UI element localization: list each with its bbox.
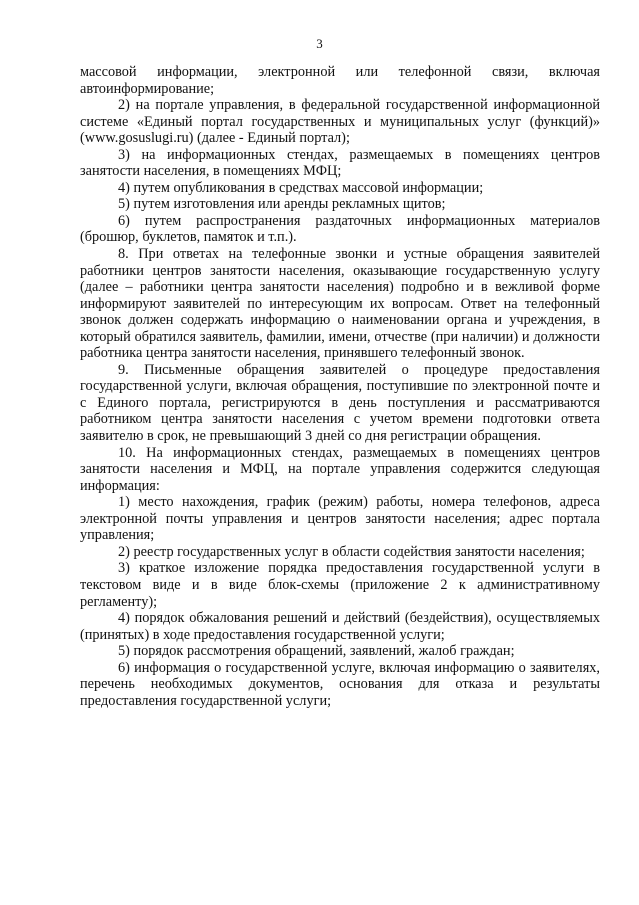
paragraph-list-item-4: 4) порядок обжалования решений и действий (бездействия), осуществляемых (принятых) в ходе предоставления государственной услуги; <box>80 610 600 643</box>
paragraph-section-8: 8. При ответах на телефонные звонки и устные обращения заявителей работники центров занятости населения, оказывающие государственную услугу (далее – работники центра занятости населения) подробно и в вежливой форме информируют заявителей по интересующим их вопросам. Ответ на телефонный звонок должен содержать информацию о наименовании органа и учреждения, в который обратился заявитель, фамилии, имени, отчестве (при наличии) и должности работника центра занятости населения, принявшего телефонный звонок. <box>80 246 600 362</box>
paragraph-item-5: 5) путем изготовления или аренды рекламных щитов; <box>118 196 446 213</box>
document-body <box>80 64 600 709</box>
paragraph-list-item-2: 2) реестр государственных услуг в области содействия занятости населения; <box>118 543 585 560</box>
paragraph-item-3: 3) на информационных стендах, размещаемых в помещениях центров занятости населения, в помещениях МФЦ; <box>80 146 600 180</box>
paragraph-list-item-5: 5) порядок рассмотрения обращений, заявлений, жалоб граждан; <box>118 643 515 660</box>
paragraph-item-2: 2) на портале управления, в федеральной государственной информационной системе «Единый портал государственных и муниципальных услуг (функций)» (www.gosuslugi.ru) (далее - Единый портал); <box>80 97 600 147</box>
paragraph-list-item-3: 3) краткое изложение порядка предоставления государственной услуги в текстовом виде и в виде блок-схемы (приложение 2 к административному регламенту); <box>80 560 600 610</box>
paragraph-list-item-1: 1) место нахождения, график (режим) работы, номера телефонов, адреса электронной почты управления и центров занятости населения; адрес портала управления; <box>80 494 600 544</box>
paragraph-item-4: 4) путем опубликования в средствах массовой информации; <box>118 179 484 196</box>
paragraph-continuation: массовой информации, электронной или телефонной связи, включая автоинформирование; <box>80 64 600 97</box>
paragraph-section-9: 9. Письменные обращения заявителей о процедуре предоставления государственной услуги, включая обращения, поступившие по электронной почте и с Единого портала, регистрируются в день поступления и рассматриваются работником центра занятости населения с учетом времени подготовки ответа заявителю в срок, не превышающий 3 дней со дня регистрации обращения. <box>80 361 600 445</box>
paragraph-item-6: 6) путем распространения раздаточных информационных материалов (брошюр, буклетов, памяток и т.п.). <box>80 212 600 246</box>
paragraph-list-item-6: 6) информация о государственной услуге, включая информацию о заявителях, перечень необходимых документов, основания для отказа и результаты предоставления государственной услуги; <box>80 659 600 709</box>
page-number: 3 <box>316 36 323 51</box>
paragraph-section-10: 10. На информационных стендах, размещаемых в помещениях центров занятости населения и МФЦ, на портале управления содержится следующая информация: <box>80 444 600 494</box>
